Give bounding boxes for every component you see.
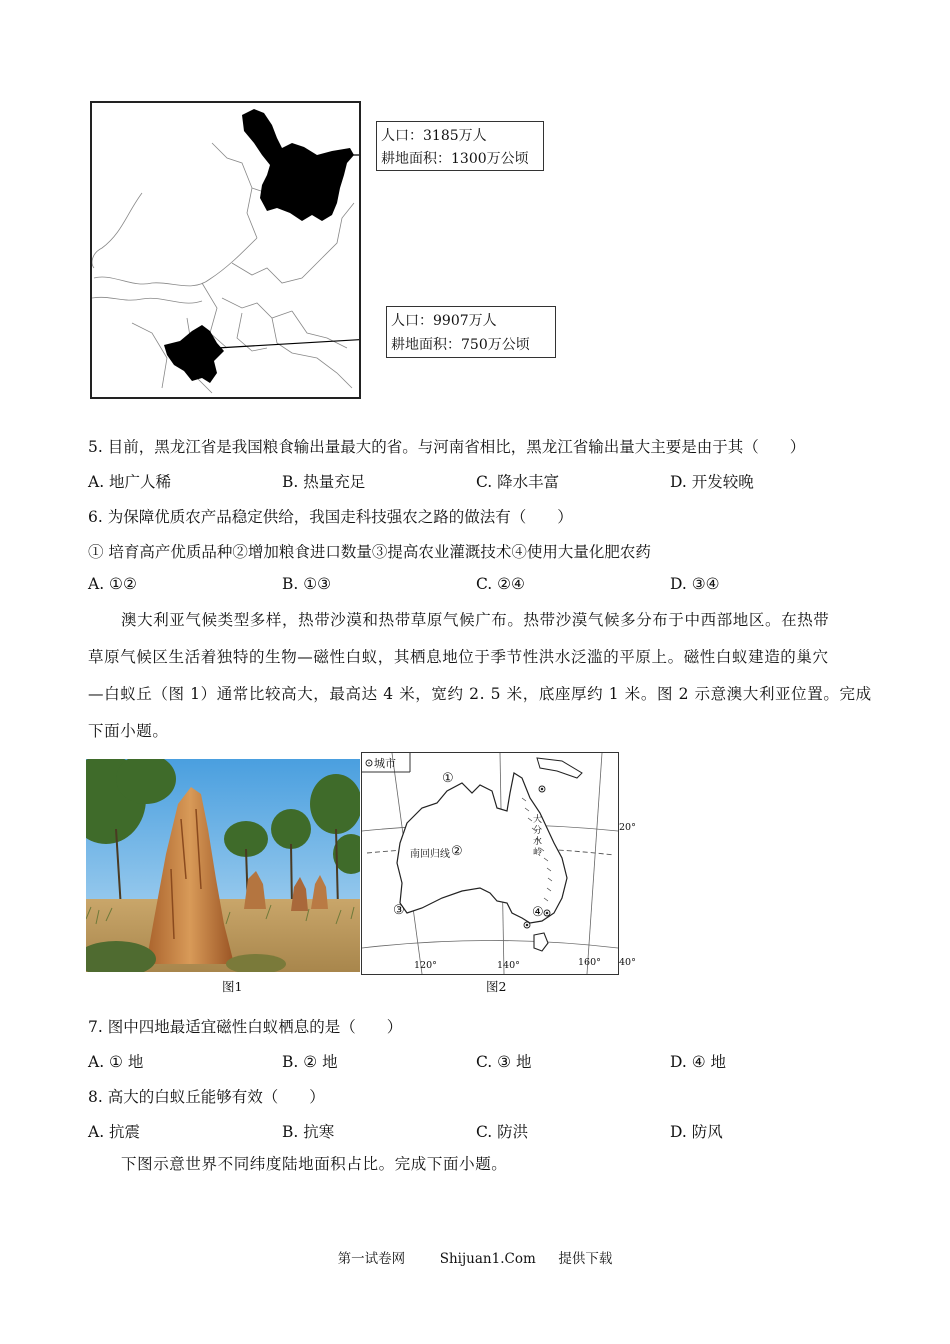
australia-map-drawing — [362, 753, 618, 974]
q7-option-d[interactable]: D. ④ 地 — [670, 1053, 727, 1071]
q6-option-d[interactable]: D. ③④ — [670, 575, 720, 593]
china-north-map — [90, 101, 361, 399]
fig2-lat-20: 20° — [619, 822, 636, 833]
fig1-caption: 图1 — [222, 979, 243, 994]
heilongjiang-region — [242, 109, 354, 221]
fig2-marker-2: ② — [451, 844, 463, 859]
q8-option-d[interactable]: D. 防风 — [670, 1123, 723, 1141]
q7-option-b[interactable]: B. ② 地 — [282, 1053, 338, 1071]
fig2-lon-160: 160° — [578, 957, 601, 968]
fig2-lon-120: 120° — [414, 960, 437, 971]
fig2-lon-140: 140° — [497, 960, 520, 971]
q5-option-c[interactable]: C. 降水丰富 — [476, 473, 560, 491]
q6-items: ① 培育高产优质品种②增加粮食进口数量③提高农业灌溉技术④使用大量化肥农药 — [88, 543, 651, 561]
q5-option-d[interactable]: D. 开发较晚 — [670, 473, 754, 491]
callout-heilongjiang — [376, 121, 544, 171]
passage-line-1: 澳大利亚气候类型多样，热带沙漠和热带草原气候广布。热带沙漠气候多分布于中西部地区。在热带 — [121, 611, 830, 629]
q5-option-a[interactable]: A. 地广人稀 — [88, 473, 172, 491]
fig2-mountain-label: 大 分 水 岭 — [533, 815, 543, 858]
passage-line-2: 草原气候区生活着独特的生物—磁性白蚁，其栖息地位于季节性洪水泛滥的平原上。磁性白蚁建造的巢穴 — [88, 648, 829, 666]
callout-henan — [386, 306, 556, 358]
fig2-marker-3: ③ — [393, 903, 405, 918]
callout-henan-farmland: 耕地面积：750万公顷 — [391, 337, 530, 353]
q6-option-c[interactable]: C. ②④ — [476, 575, 525, 593]
q8-option-b[interactable]: B. 抗寒 — [282, 1123, 335, 1141]
next-section-intro: 下图示意世界不同纬度陆地面积占比。完成下面小题。 — [121, 1155, 508, 1173]
footer-site-name: 第一试卷网 — [337, 1251, 406, 1267]
fig2-tropic-label: 南回归线 — [410, 849, 450, 860]
q7-option-c[interactable]: C. ③ 地 — [476, 1053, 532, 1071]
callout-heilongjiang-population: 人口：3185万人 — [381, 128, 487, 144]
q7-option-a[interactable]: A. ① 地 — [88, 1053, 144, 1071]
fig2-caption: 图2 — [486, 979, 507, 994]
q5-stem: 5. 目前，黑龙江省是我国粮食输出量最大的省。与河南省相比，黑龙江省输出量大主要是由于其（ ） — [88, 438, 806, 456]
q7-stem: 7. 图中四地最适宜磁性白蚁栖息的是（ ） — [88, 1018, 403, 1036]
q8-option-c[interactable]: C. 防洪 — [476, 1123, 529, 1141]
henan-region — [164, 325, 224, 383]
china-map-drawing — [92, 103, 359, 397]
passage-line-4: 下面小题。 — [88, 722, 169, 740]
callout-henan-population: 人口：9907万人 — [391, 313, 497, 329]
q5-option-b[interactable]: B. 热量充足 — [282, 473, 366, 491]
callout-heilongjiang-farmland: 耕地面积：1300万公顷 — [381, 151, 529, 167]
fig2-marker-1: ① — [442, 771, 454, 786]
fig2-marker-4: ④ — [532, 905, 544, 920]
q6-option-a[interactable]: A. ①② — [88, 575, 137, 593]
footer — [0, 1247, 950, 1267]
termite-mound-illustration — [86, 759, 360, 972]
q6-stem: 6. 为保障优质农产品稳定供给，我国走科技强农之路的做法有（ ） — [88, 508, 573, 526]
footer-site-domain[interactable]: Shijuan1.Com — [439, 1251, 536, 1267]
q8-option-a[interactable]: A. 抗震 — [88, 1123, 141, 1141]
passage-line-3: —白蚁丘（图 1）通常比较高大，最高达 4 米，宽约 2. 5 米，底座厚约 1 米。图 2 示意澳大利亚位置。完成 — [88, 685, 872, 703]
fig2-lat-40: 40° — [619, 957, 636, 968]
fig2-map — [361, 752, 619, 975]
q6-option-b[interactable]: B. ①③ — [282, 575, 332, 593]
footer-download-text: 提供下载 — [558, 1251, 613, 1267]
fig2-legend-label: 城市 — [374, 757, 396, 770]
fig1-photo — [86, 759, 360, 972]
q8-stem: 8. 高大的白蚁丘能够有效（ ） — [88, 1088, 325, 1106]
